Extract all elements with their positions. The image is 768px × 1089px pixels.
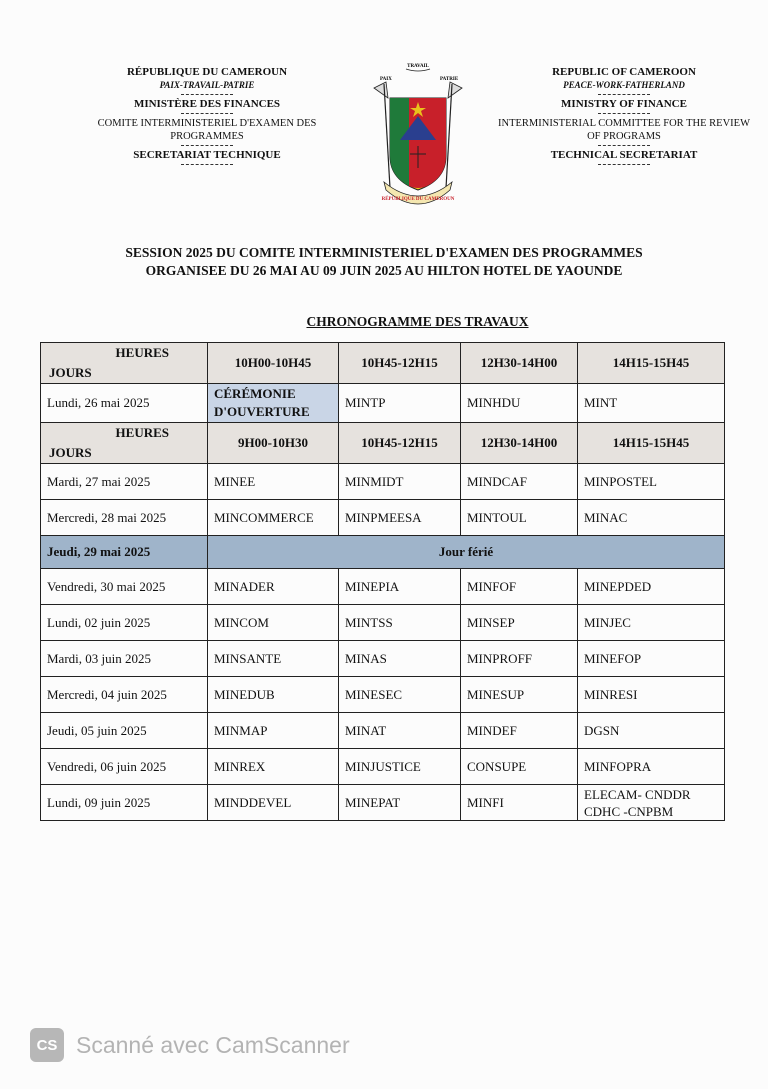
motto-en: PEACE-WORK-FATHERLAND — [563, 80, 685, 90]
slot-header: 9H00-10H30 — [208, 423, 339, 464]
day-cell: Mardi, 27 mai 2025 — [41, 464, 208, 500]
day-cell: Mardi, 03 juin 2025 — [41, 641, 208, 677]
day-cell: Vendredi, 06 juin 2025 — [41, 749, 208, 785]
ministry-cell: MINAS — [339, 641, 461, 677]
slot-header: 10H45-12H15 — [339, 343, 461, 384]
table-row — [41, 605, 725, 641]
table-row — [41, 785, 725, 821]
header-left-french — [78, 66, 336, 168]
ministry-cell: MINJUSTICE — [339, 749, 461, 785]
ministry-cell: DGSN — [578, 713, 725, 749]
banner-right-text: PATRIE — [440, 77, 459, 82]
ministry-cell: MINPOSTEL — [578, 464, 725, 500]
table-row — [41, 749, 725, 785]
ministry-cell: MINEPDED — [578, 569, 725, 605]
slot-header: 12H30-14H00 — [461, 343, 578, 384]
ministry-cell: MINFI — [461, 785, 578, 821]
ministry-cell: MINESUP — [461, 677, 578, 713]
ministry-cell: MINCOM — [208, 605, 339, 641]
slot-header: 12H30-14H00 — [461, 423, 578, 464]
ministry-cell: MINRESI — [578, 677, 725, 713]
ministry-cell: MINPMEESA — [339, 500, 461, 536]
ministry-cell: ELECAM- CNDDR CDHC -CNPBM — [578, 785, 725, 821]
ministry-cell: MINTP — [339, 384, 461, 423]
ministry-cell: MINSEP — [461, 605, 578, 641]
separator — [598, 94, 650, 95]
slot-header: 14H15-15H45 — [578, 423, 725, 464]
table-row — [41, 500, 725, 536]
ministry-cell: MINREX — [208, 749, 339, 785]
country-name-en: REPUBLIC OF CAMEROON — [552, 66, 696, 78]
ministry-fr: MINISTÈRE DES FINANCES — [133, 98, 281, 110]
separator — [181, 94, 233, 95]
table-row — [41, 713, 725, 749]
ministry-cell: MINJEC — [578, 605, 725, 641]
axe-left-icon — [374, 82, 388, 98]
watermark-text: Scanné avec CamScanner — [76, 1031, 350, 1058]
day-cell: Lundi, 26 mai 2025 — [41, 384, 208, 423]
day-cell: Mercredi, 28 mai 2025 — [41, 500, 208, 536]
ministry-cell: MINCOMMERCE — [208, 500, 339, 536]
ministry-cell: MINSANTE — [208, 641, 339, 677]
shield-green-band — [390, 98, 409, 186]
corner-hours-label: HEURES — [115, 345, 169, 360]
title-line-2: ORGANISEE DU 26 MAI AU 09 JUIN 2025 AU HILTON HOTEL DE YAOUNDE — [145, 263, 623, 278]
slot-header: 10H45-12H15 — [339, 423, 461, 464]
table-row — [41, 677, 725, 713]
separator — [598, 113, 650, 114]
day-cell: Jeudi, 29 mai 2025 — [41, 536, 208, 569]
corner-cell — [41, 343, 208, 384]
ministry-cell: MINTOUL — [461, 500, 578, 536]
committee-fr-line2: PROGRAMMES — [170, 131, 244, 142]
ministry-cell: MINEPAT — [339, 785, 461, 821]
ministry-cell: MINAT — [339, 713, 461, 749]
ministry-cell: MINDDEVEL — [208, 785, 339, 821]
corner-cell — [41, 423, 208, 464]
ministry-cell: MINAC — [578, 500, 725, 536]
hours-header-row — [41, 343, 725, 384]
ministry-cell: CONSUPE — [461, 749, 578, 785]
document-title — [40, 244, 728, 280]
committee-fr-line1: COMITE INTERMINISTERIEL D'EXAMEN DES — [97, 118, 317, 129]
motto-fr: PAIX-TRAVAIL-PATRIE — [159, 80, 255, 90]
schedule-body — [41, 343, 725, 821]
separator — [181, 145, 233, 146]
ministry-cell: MINTSS — [339, 605, 461, 641]
ministry-cell: MINT — [578, 384, 725, 423]
camscanner-watermark — [30, 1027, 350, 1063]
ministry-cell: MINEE — [208, 464, 339, 500]
slot-header: 14H15-15H45 — [578, 343, 725, 384]
ministry-cell: MINEFOP — [578, 641, 725, 677]
separator — [181, 113, 233, 114]
holiday-cell: Jour férié — [208, 536, 725, 569]
opening-ceremony-cell: CÉRÉMONIE D'OUVERTURE — [208, 384, 339, 423]
ministry-cell: MINMAP — [208, 713, 339, 749]
ministry-cell: MINMIDT — [339, 464, 461, 500]
day-cell: Vendredi, 30 mai 2025 — [41, 569, 208, 605]
banner-bottom-text: RÉPUBLIQUE DU CAMEROUN — [381, 197, 455, 202]
ministry-en: MINISTRY OF FINANCE — [561, 98, 687, 110]
ministry-cell: MINHDU — [461, 384, 578, 423]
separator — [598, 164, 650, 165]
table-row — [41, 569, 725, 605]
coat-of-arms-emblem — [366, 58, 470, 208]
committee-en-line1: INTERMINISTERIAL COMMITTEE FOR THE REVIEW — [498, 118, 750, 129]
ministry-cell: MINADER — [208, 569, 339, 605]
schedule-table — [40, 342, 725, 821]
holiday-row — [41, 536, 725, 569]
corner-days-label: JOURS — [49, 445, 92, 460]
day-cell: Mercredi, 04 juin 2025 — [41, 677, 208, 713]
secretariat-fr: SECRETARIAT TECHNIQUE — [133, 149, 281, 161]
ministry-cell: MINDCAF — [461, 464, 578, 500]
corner-days-label: JOURS — [49, 365, 92, 380]
secretariat-en: TECHNICAL SECRETARIAT — [550, 149, 698, 161]
separator — [181, 164, 233, 165]
table-row — [41, 384, 725, 423]
schedule-title: CHRONOGRAMME DES TRAVAUX — [306, 314, 529, 329]
ministry-cell: MINFOF — [461, 569, 578, 605]
ministry-cell: MINEDUB — [208, 677, 339, 713]
separator — [598, 145, 650, 146]
ministry-cell: MINEPIA — [339, 569, 461, 605]
ministry-cell: MINFOPRA — [578, 749, 725, 785]
slot-header: 10H00-10H45 — [208, 343, 339, 384]
hours-header-row — [41, 423, 725, 464]
shield-red-band — [427, 98, 446, 186]
corner-hours-label: HEURES — [115, 425, 169, 440]
day-cell: Jeudi, 05 juin 2025 — [41, 713, 208, 749]
ministry-cell: MINPROFF — [461, 641, 578, 677]
committee-en-line2: OF PROGRAMS — [587, 131, 661, 142]
table-row — [41, 641, 725, 677]
ministry-cell: MINESEC — [339, 677, 461, 713]
banner-left-text: PAIX — [380, 77, 392, 82]
title-line-1: SESSION 2025 DU COMITE INTERMINISTERIEL D'EXAMEN DES PROGRAMMES — [125, 245, 643, 260]
ministry-cell: MINDEF — [461, 713, 578, 749]
camscanner-logo-icon: CS — [30, 1028, 64, 1062]
country-name-fr: RÉPUBLIQUE DU CAMEROUN — [126, 66, 288, 78]
day-cell: Lundi, 02 juin 2025 — [41, 605, 208, 641]
table-row — [41, 464, 725, 500]
header-right-english — [474, 66, 768, 168]
axe-right-icon — [448, 82, 462, 98]
day-cell: Lundi, 09 juin 2025 — [41, 785, 208, 821]
banner-top — [406, 69, 430, 71]
banner-top-text: TRAVAIL — [407, 64, 429, 69]
